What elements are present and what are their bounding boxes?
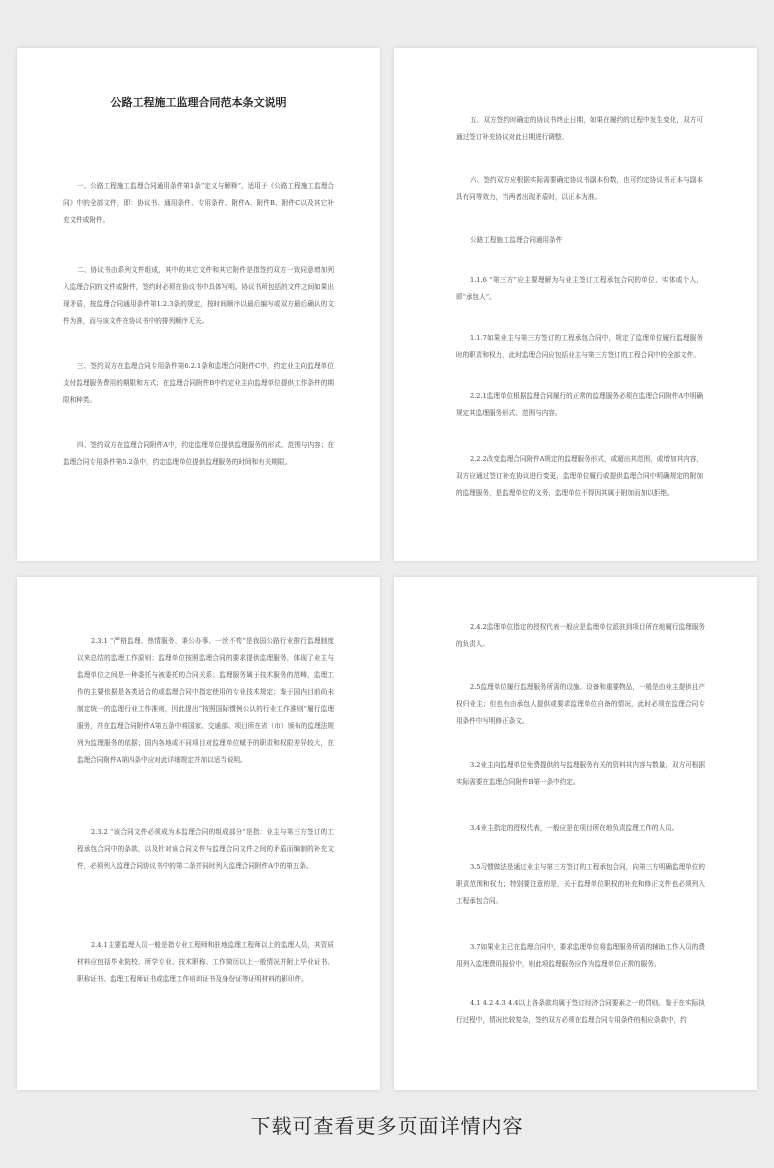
paragraph: 2.3.2 “该合同文件必须成为本监理合同的组成部分”是指：业主与第三方签订的工程承包合同中的条款，以及针对该合同文件与监理合同文件之间的矛盾而编制的补充文件，必须列入监理合同协议书中的第二条并同时列入监理合同附件A中的第五条。 [77, 828, 334, 870]
paragraph: 2.2.1监理单位根据监理合同履行的正常的监理服务必须在监理合同附件A中明确规定其监理服务形式、范围与内容。 [456, 392, 703, 417]
paragraph: 六、签约双方应根据实际需要确定协议书副本份数，也可约定协议书正本与副本具有同等效力，当两者出现矛盾时，以正本为准。 [456, 176, 703, 201]
paragraph: 1.1.6 “第三方”应主要理解为与业主签订工程承包合同的单位、实体或个人，即“承包人”。 [456, 276, 703, 301]
paragraph: 五、双方签约时确定的协议书终止日期，如果在履约的过程中发生变化，双方可通过签订补充协议对此日期进行调整。 [456, 116, 703, 141]
section-heading: 公路工程施工监理合同通用条件 [470, 236, 563, 244]
download-more-caption[interactable]: 下载可查看更多页面详情内容 [250, 1114, 524, 1138]
paragraph: 一、公路工程施工监理合同通用条件第1条“定义与解释”，适用于《公路工程施工监理合同》中的全部文件，即：协议书、通用条件、专用条件、附件A、附件B、附件C以及其它补充文件或附件。 [63, 182, 334, 224]
paragraph: 三、签约双方在监理合同专用条件第6.2.1条和监理合同附件C中，约定业主向监理单位支付监理服务费用的期限和方式；在监理合同附件B中约定业主向监理单位提供工作条件的期限和种类。 [63, 362, 334, 404]
paragraph: 1.1.7如果业主与第三方签订的工程承包合同中，规定了监理单位履行监理服务时的职责和权力，此时监理合同应包括业主与第三方签订的工程合同中的全部文件。 [456, 334, 703, 359]
document-page-4 [394, 577, 757, 1090]
paragraph: 2.4.2监理单位指定的授权代表一般应是监理单位派驻到项目所在地履行监理服务的负责人。 [456, 623, 705, 648]
document-page-3 [17, 577, 380, 1090]
paragraph: 四、签约双方在监理合同附件A中，约定监理单位提供监理服务的形式、范围与内容；在监理合同专用条件第5.2条中，约定监理单位提供监理服务的时间和有关期限。 [63, 441, 334, 466]
paragraph: 2.3.1 “严格监理、热情服务、秉公办事、一丝不苟”是我国公路行业推行监理制度以来总结的监理工作原则；监理单位按照监理合同的要求提供监理服务，体现了业主与监理单位之间是一种委托与被委托的合同关系；监理服务属于技术服务的范畴，监理工作的主要依据是各类适合的或监理合同中指定使用的专业技术规定；鉴于国内目前尚未制定统一的监理行业工作准则，因此提出“按照国际惯例公认的行业工作准则”履行监理服务，并在监理合同附件A第五条中将国家、交通部、项目所在省（市）颁布的监理法规列为监理服务的依据；国内各地或不同项目对监理单位赋予的职责和权限差异较大，在监理合同附件A第四条中应对此详细规定并加以适当说明。 [77, 637, 334, 764]
paragraph: 3.2业主向监理单位免费提供的与监理服务有关的资料其内容与数量，双方可根据实际需要在监理合同附件B第一条中约定。 [456, 761, 705, 786]
paragraph: 4.1 4.2 4.3 4.4以上各条款均属于签订经济合同要素之一的罚则。鉴于在实际执行过程中，情况比较复杂，签约双方必须在监理合同专用条件的相应条款中，约 [456, 999, 705, 1024]
paragraph: 3.4业主指定的授权代表，一般应是在项目所在地负责监理工作的人员。 [470, 824, 679, 832]
paragraph: 3.5习惯做法是通过业主与第三方签订的工程承包合同，向第三方明确监理单位的职责范围和权力；特别要注意的是，关于监理单位职权的补充和修正文件也必须列入工程承包合同。 [456, 863, 705, 905]
paragraph: 2.4.1主要监理人员一般是指专业工程师和驻地监理工程师以上的监理人员，其资质材料应包括毕业院校、所学专业、技术职称、工作简历以上一般情况并附上毕业证书、职称证书、监理工程师证书或监理工作培训证书及身份证等证明材料的影印件。 [77, 941, 334, 983]
paragraph: 2.2.2改变监理合同附件A规定的监理服务形式，或超出其范围，或增加其内容，双方应通过签订补充协议进行变更，监理单位履行或提供监理合同中明确规定的附加的监理服务，是监理单位的义务，监理单位不得因其属于附加而加以拒绝。 [456, 455, 703, 497]
paragraph: 3.7如果业主已在监理合同中，要求监理单位将监理服务所需的辅助工作人员的费用列入监理费用报价中，则此项监理服务应作为监理单位正常的服务。 [456, 943, 705, 968]
document-page-2 [394, 48, 757, 561]
paragraph: 2.5监理单位履行监理服务所需的设施、设备和重要物品，一般是由业主提供且产权归业主；但也有由承包人提供或要求监理单位自备的情况，此时必须在监理合同专用条件中写明修正条文。 [456, 683, 705, 725]
paragraph: 二、协议书由系列文件组成，其中的其它文件和其它附件是指签约双方一致同意增加列入监理合同的文件或附件，签约时必须在协议书中具体写明。协议书所包括的文件之间如果出现矛盾，按监理合同通用条件第1.2.3条的规定，按时间顺序以最后编写或双方最后确认的文件为准，而与该文件在协议书中的排列顺序无关。 [63, 266, 334, 325]
document-title: 公路工程施工监理合同范本条文说明 [110, 96, 287, 109]
document-page-1 [17, 48, 380, 561]
